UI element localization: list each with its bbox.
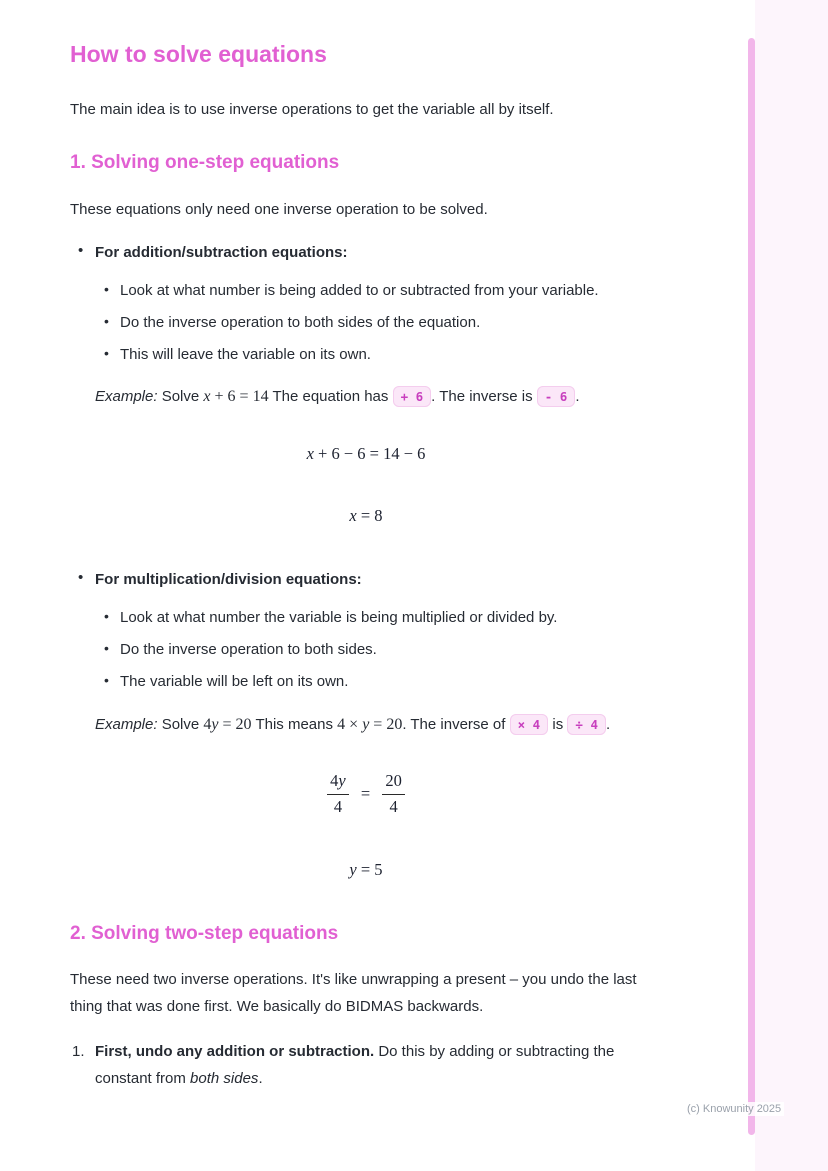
two-step-list: [70, 1038, 637, 1092]
math-text: + 6 − 6 = 14 − 6: [313, 443, 426, 463]
text-run: Do this by adding or subtracting the constant from: [95, 1043, 615, 1088]
step-number: 1.: [72, 1043, 85, 1061]
text-run: .: [605, 715, 611, 733]
math-variable: y: [338, 771, 346, 791]
example-label: Example:: [95, 388, 158, 406]
inline-code-badge: + 6: [393, 386, 432, 407]
right-margin-tint: [755, 0, 828, 1171]
fraction-right: [382, 771, 405, 817]
multiplication-label: For multiplication/division equations:: [95, 570, 362, 588]
inline-math: [203, 716, 251, 733]
list-item: • Do the inverse operation to both sides.: [95, 638, 637, 661]
right-accent-bar: [748, 38, 755, 1135]
document-body: [70, 40, 637, 1092]
intro-paragraph: The main idea is to use inverse operations to get the variable all by itself.: [70, 100, 554, 118]
text-run: . The inverse of: [402, 715, 506, 733]
inline-code-badge: - 6: [537, 386, 576, 407]
watermark: (c) Knowunity 2025: [684, 1102, 784, 1116]
section-1-intro: These equations only need one inverse operation to be solved.: [70, 200, 488, 218]
list-item-multiplication: [70, 568, 637, 880]
text-run: This means: [255, 715, 333, 733]
step-bold-text: First, undo any addition or subtraction.: [95, 1043, 375, 1061]
fraction-numerator: [327, 771, 349, 795]
list-item: • The variable will be left on its own.: [95, 670, 637, 693]
list-item-step-1: [70, 1038, 637, 1092]
text-run: Solve: [161, 715, 200, 733]
multiplication-sublist: [95, 606, 637, 694]
page-title: How to solve equations: [70, 41, 327, 67]
fraction-denominator: 4: [389, 796, 398, 816]
math-variable: x: [349, 505, 357, 525]
inline-math: [337, 716, 402, 733]
math-text: = 20: [218, 715, 252, 733]
inline-code-badge: ÷ 4: [567, 714, 606, 735]
math-text: = 5: [356, 859, 383, 879]
text-run: is: [552, 715, 564, 733]
emphasized-text: both sides: [190, 1070, 259, 1088]
math-text: + 6 = 14: [210, 388, 269, 406]
fraction-left: [327, 771, 349, 817]
math-text: 4: [330, 771, 339, 791]
math-text: 4 ×: [337, 715, 363, 733]
section-2-heading: 2. Solving two-step equations: [70, 922, 339, 944]
equation-y-result: [95, 860, 637, 880]
example-multiplication: [95, 710, 637, 740]
example-label: Example:: [95, 715, 158, 733]
math-text: = 8: [356, 505, 383, 525]
section-1-heading: 1. Solving one-step equations: [70, 151, 340, 173]
equation-x-result: [95, 506, 637, 526]
fraction-denominator: 4: [333, 796, 343, 816]
text-run: .: [258, 1070, 263, 1088]
inline-math: [203, 388, 268, 405]
math-variable: y: [349, 859, 357, 879]
math-text: 4: [203, 715, 212, 733]
math-variable: y: [211, 715, 219, 733]
text-run: . The inverse is: [431, 388, 533, 406]
text-run: .: [575, 388, 580, 406]
list-item: • Look at what number is being added to or subtracted from your variable.: [95, 279, 637, 302]
list-item: • Do the inverse operation to both sides of the equation.: [95, 311, 637, 334]
list-item: • This will leave the variable on its own.: [95, 343, 637, 366]
addition-label: For addition/subtraction equations:: [95, 243, 348, 261]
math-variable: x: [306, 443, 314, 463]
text-run: Solve: [161, 388, 200, 406]
addition-sublist: [95, 279, 637, 367]
math-variable: y: [362, 715, 370, 733]
section-2-intro: These need two inverse operations. It's like unwrapping a present – you undo the last thing that was done first. We basically do BIDMAS backwards.: [70, 971, 637, 1016]
math-text: = 20: [369, 715, 403, 733]
one-step-list: [70, 241, 637, 880]
list-item-addition: [70, 241, 637, 526]
example-addition: [95, 382, 637, 412]
text-run: The equation has: [272, 388, 389, 406]
list-item: • Look at what number the variable is being multiplied or divided by.: [95, 606, 637, 629]
equation-divide-both-sides: [95, 771, 637, 817]
equals-sign: =: [360, 784, 371, 804]
inline-code-badge: × 4: [510, 714, 549, 735]
math-variable: x: [203, 388, 211, 406]
equation-subtract-both-sides: [95, 444, 637, 464]
fraction-numerator: 20: [382, 771, 405, 795]
